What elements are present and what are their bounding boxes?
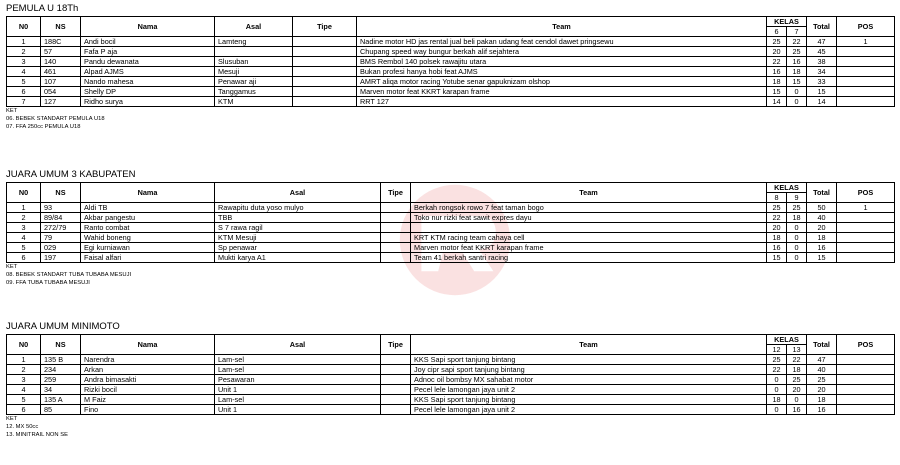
cell-asal: TBB: [215, 213, 381, 223]
cell-ns: 135 B: [41, 355, 81, 365]
cell-ns: 272/79: [41, 223, 81, 233]
cell-kelas-a: 20: [767, 223, 787, 233]
cell-tipe: [381, 213, 411, 223]
col-nama: Nama: [81, 183, 215, 203]
cell-nama: Arkan: [81, 365, 215, 375]
col-total: Total: [807, 183, 837, 203]
note-line: 12. MX 50cc: [6, 424, 39, 430]
table-row: [7, 57, 895, 67]
col-kelas-a: 6: [767, 27, 787, 37]
table-row: [7, 87, 895, 97]
cell-no: 2: [7, 47, 41, 57]
cell-no: 4: [7, 233, 41, 243]
cell-team: Toko nur rizki feat sawit expres dayu: [411, 213, 767, 223]
table-row: [7, 37, 895, 47]
cell-tipe: [381, 375, 411, 385]
cell-ns: 259: [41, 375, 81, 385]
cell-no: 2: [7, 213, 41, 223]
col-asal: Asal: [215, 17, 293, 37]
results-table: [6, 16, 895, 107]
cell-ns: 135 A: [41, 395, 81, 405]
cell-total: 33: [807, 77, 837, 87]
cell-total: 15: [807, 87, 837, 97]
cell-total: 40: [807, 365, 837, 375]
cell-team: Marven motor feat KKRT karapan frame: [411, 243, 767, 253]
col-kelas: KELAS: [767, 335, 807, 345]
section-juara-umum-minimoto: [6, 321, 894, 439]
cell-kelas-a: 0: [767, 405, 787, 415]
cell-kelas-a: 20: [767, 47, 787, 57]
cell-team: KKS Sapi sport tanjung bintang: [411, 355, 767, 365]
cell-ns: 188C: [41, 37, 81, 47]
table-row: [7, 253, 895, 263]
col-pos: POS: [837, 183, 895, 203]
cell-total: 16: [807, 243, 837, 253]
cell-team: Bukan profesi hanya hobi feat AJMS: [357, 67, 767, 77]
cell-kelas-b: 20: [787, 385, 807, 395]
cell-pos: [837, 213, 895, 223]
cell-kelas-b: 22: [787, 37, 807, 47]
col-no: N0: [7, 17, 41, 37]
cell-nama: Aldi TB: [81, 203, 215, 213]
cell-pos: [837, 385, 895, 395]
table-row: [7, 97, 895, 107]
notes: [6, 415, 894, 439]
cell-asal: S 7 rawa ragil: [215, 223, 381, 233]
col-pos: POS: [837, 17, 895, 37]
cell-nama: Narendra: [81, 355, 215, 365]
cell-asal: Mesuji: [215, 67, 293, 77]
cell-total: 18: [807, 395, 837, 405]
cell-pos: [837, 355, 895, 365]
cell-kelas-a: 0: [767, 385, 787, 395]
col-team: Team: [411, 183, 767, 203]
cell-tipe: [381, 233, 411, 243]
cell-ns: 34: [41, 385, 81, 395]
cell-pos: [837, 365, 895, 375]
cell-ns: 79: [41, 233, 81, 243]
cell-total: 47: [807, 37, 837, 47]
cell-asal: Slusuban: [215, 57, 293, 67]
col-tipe: Tipe: [293, 17, 357, 37]
cell-kelas-b: 18: [787, 67, 807, 77]
cell-kelas-a: 22: [767, 365, 787, 375]
col-no: N0: [7, 335, 41, 355]
cell-pos: [837, 233, 895, 243]
cell-asal: Tanggamus: [215, 87, 293, 97]
section-title: JUARA UMUM 3 KABUPATEN: [6, 169, 136, 180]
cell-total: 38: [807, 57, 837, 67]
cell-pos: [837, 47, 895, 57]
col-pos: POS: [837, 335, 895, 355]
cell-total: 15: [807, 253, 837, 263]
cell-kelas-a: 16: [767, 243, 787, 253]
col-kelas-a: 12: [767, 345, 787, 355]
cell-kelas-b: 25: [787, 203, 807, 213]
cell-team: Chupang speed way bungur berkah alif sejahtera: [357, 47, 767, 57]
cell-tipe: [381, 365, 411, 375]
cell-ns: 054: [41, 87, 81, 97]
cell-ns: 127: [41, 97, 81, 107]
cell-total: 40: [807, 213, 837, 223]
cell-kelas-a: 18: [767, 395, 787, 405]
cell-tipe: [381, 395, 411, 405]
notes: [6, 107, 894, 131]
table-body: [7, 203, 895, 263]
cell-tipe: [293, 97, 357, 107]
cell-ns: 029: [41, 243, 81, 253]
cell-pos: [837, 405, 895, 415]
cell-asal: Pesawaran: [215, 375, 381, 385]
cell-pos: [837, 87, 895, 97]
cell-tipe: [381, 405, 411, 415]
cell-asal: Penawar aji: [215, 77, 293, 87]
col-kelas-b: 9: [787, 193, 807, 203]
cell-no: 3: [7, 223, 41, 233]
cell-nama: Andra bimasakti: [81, 375, 215, 385]
note-line: KET: [6, 264, 18, 270]
col-kelas-b: 13: [787, 345, 807, 355]
cell-nama: Rizki bocil: [81, 385, 215, 395]
cell-total: 25: [807, 375, 837, 385]
cell-ns: 93: [41, 203, 81, 213]
cell-total: 16: [807, 405, 837, 415]
table-row: [7, 385, 895, 395]
table-row: [7, 405, 895, 415]
note-line: 07. FFA 250cc PEMULA U18: [6, 124, 81, 130]
results-table: [6, 334, 895, 415]
cell-nama: Egi kurniawan: [81, 243, 215, 253]
cell-asal: Sp penawar: [215, 243, 381, 253]
cell-nama: Fino: [81, 405, 215, 415]
cell-asal: KTM: [215, 97, 293, 107]
cell-ns: 89/84: [41, 213, 81, 223]
cell-nama: Fafa P aja: [81, 47, 215, 57]
cell-tipe: [293, 37, 357, 47]
col-total: Total: [807, 17, 837, 37]
cell-nama: Pandu dewanata: [81, 57, 215, 67]
table-row: [7, 365, 895, 375]
cell-kelas-a: 14: [767, 97, 787, 107]
cell-tipe: [293, 77, 357, 87]
cell-ns: 57: [41, 47, 81, 57]
cell-ns: 140: [41, 57, 81, 67]
cell-no: 5: [7, 77, 41, 87]
table-row: [7, 67, 895, 77]
section-juara-umum-3-kabupaten: [6, 169, 894, 287]
cell-kelas-b: 25: [787, 375, 807, 385]
col-asal: Asal: [215, 183, 381, 203]
cell-tipe: [381, 203, 411, 213]
cell-tipe: [293, 47, 357, 57]
cell-team: Nadine motor HD jas rental jual beli pakan udang feat cendol dawet pringsewu: [357, 37, 767, 47]
cell-kelas-a: 16: [767, 67, 787, 77]
col-kelas-b: 7: [787, 27, 807, 37]
cell-asal: [215, 47, 293, 57]
cell-kelas-b: 25: [787, 47, 807, 57]
cell-total: 50: [807, 203, 837, 213]
cell-ns: 197: [41, 253, 81, 263]
cell-kelas-b: 18: [787, 365, 807, 375]
cell-no: 1: [7, 203, 41, 213]
cell-total: 20: [807, 385, 837, 395]
col-ns: NS: [41, 17, 81, 37]
cell-tipe: [293, 87, 357, 97]
cell-kelas-a: 22: [767, 57, 787, 67]
cell-team: AMRT aliqa motor racing Yotube senar gapuknizam olshop: [357, 77, 767, 87]
cell-no: 5: [7, 395, 41, 405]
cell-total: 20: [807, 223, 837, 233]
cell-pos: [837, 253, 895, 263]
col-tipe: Tipe: [381, 183, 411, 203]
cell-asal: KTM Mesuji: [215, 233, 381, 243]
cell-total: 45: [807, 47, 837, 57]
col-kelas: KELAS: [767, 17, 807, 27]
col-ns: NS: [41, 183, 81, 203]
cell-kelas-b: 22: [787, 355, 807, 365]
col-tipe: Tipe: [381, 335, 411, 355]
cell-ns: 85: [41, 405, 81, 415]
note-line: 09. FFA TUBA TUBABA MESUJI: [6, 280, 90, 286]
table-row: [7, 375, 895, 385]
cell-tipe: [381, 253, 411, 263]
col-nama: Nama: [81, 335, 215, 355]
cell-no: 1: [7, 37, 41, 47]
cell-nama: Faisal alfari: [81, 253, 215, 263]
cell-no: 2: [7, 365, 41, 375]
cell-kelas-b: 0: [787, 253, 807, 263]
cell-kelas-b: 0: [787, 233, 807, 243]
col-asal: Asal: [215, 335, 381, 355]
cell-kelas-a: 18: [767, 233, 787, 243]
cell-no: 3: [7, 57, 41, 67]
cell-total: 14: [807, 97, 837, 107]
cell-nama: Andi bocil: [81, 37, 215, 47]
cell-total: 47: [807, 355, 837, 365]
cell-kelas-a: 25: [767, 355, 787, 365]
cell-kelas-b: 0: [787, 87, 807, 97]
cell-no: 4: [7, 385, 41, 395]
table-row: [7, 233, 895, 243]
cell-team: BMS Rembol 140 polsek rawajitu utara: [357, 57, 767, 67]
cell-no: 5: [7, 243, 41, 253]
cell-nama: Ranto combat: [81, 223, 215, 233]
cell-kelas-b: 0: [787, 395, 807, 405]
cell-ns: 234: [41, 365, 81, 375]
col-team: Team: [411, 335, 767, 355]
cell-asal: Unit 1: [215, 405, 381, 415]
cell-tipe: [381, 243, 411, 253]
cell-tipe: [381, 223, 411, 233]
cell-total: 34: [807, 67, 837, 77]
table-row: [7, 223, 895, 233]
cell-team: Berkah rongsok rowo 7 feat taman bogo: [411, 203, 767, 213]
cell-kelas-b: 15: [787, 77, 807, 87]
cell-no: 6: [7, 253, 41, 263]
cell-team: KKS Sapi sport tanjung bintang: [411, 395, 767, 405]
section-pemula-u18: [6, 3, 894, 131]
cell-no: 7: [7, 97, 41, 107]
cell-tipe: [381, 385, 411, 395]
table-body: [7, 37, 895, 107]
cell-no: 6: [7, 405, 41, 415]
table-row: [7, 243, 895, 253]
col-team: Team: [357, 17, 767, 37]
cell-tipe: [293, 57, 357, 67]
note-line: KET: [6, 108, 18, 114]
cell-nama: Ridho surya: [81, 97, 215, 107]
cell-team: Marven motor feat KKRT karapan frame: [357, 87, 767, 97]
cell-team: Joy cipr sapi sport tanjung bintang: [411, 365, 767, 375]
cell-pos: [837, 375, 895, 385]
cell-no: 3: [7, 375, 41, 385]
cell-asal: Rawapitu duta yoso mulyo: [215, 203, 381, 213]
cell-asal: Lam-sel: [215, 395, 381, 405]
cell-ns: 461: [41, 67, 81, 77]
cell-pos: [837, 77, 895, 87]
table-row: [7, 203, 895, 213]
cell-kelas-a: 0: [767, 375, 787, 385]
cell-ns: 107: [41, 77, 81, 87]
table-row: [7, 395, 895, 405]
cell-kelas-b: 0: [787, 223, 807, 233]
notes: [6, 263, 894, 287]
cell-nama: Alpad AJMS: [81, 67, 215, 77]
cell-total: 18: [807, 233, 837, 243]
results-table: [6, 182, 895, 263]
cell-pos: 1: [837, 203, 895, 213]
note-line: 13. MINITRAIL NON SE: [6, 432, 68, 438]
cell-team: KRT KTM racing team cahaya cell: [411, 233, 767, 243]
col-ns: NS: [41, 335, 81, 355]
cell-pos: 1: [837, 37, 895, 47]
cell-pos: [837, 243, 895, 253]
cell-pos: [837, 395, 895, 405]
cell-no: 4: [7, 67, 41, 77]
cell-kelas-b: 0: [787, 243, 807, 253]
cell-asal: Lam-sel: [215, 355, 381, 365]
cell-kelas-b: 16: [787, 405, 807, 415]
cell-kelas-a: 18: [767, 77, 787, 87]
table-body: [7, 355, 895, 415]
cell-team: RRT 127: [357, 97, 767, 107]
cell-team: [411, 223, 767, 233]
col-nama: Nama: [81, 17, 215, 37]
cell-pos: [837, 97, 895, 107]
cell-kelas-a: 15: [767, 87, 787, 97]
cell-nama: Akbar pangestu: [81, 213, 215, 223]
cell-tipe: [293, 67, 357, 77]
cell-asal: Mukti karya A1: [215, 253, 381, 263]
cell-nama: Wahid boneng: [81, 233, 215, 243]
cell-kelas-a: 25: [767, 203, 787, 213]
cell-kelas-b: 0: [787, 97, 807, 107]
cell-pos: [837, 67, 895, 77]
cell-kelas-a: 15: [767, 253, 787, 263]
cell-asal: Unit 1: [215, 385, 381, 395]
cell-kelas-b: 18: [787, 213, 807, 223]
col-kelas-a: 8: [767, 193, 787, 203]
cell-nama: M Faiz: [81, 395, 215, 405]
cell-asal: Lamteng: [215, 37, 293, 47]
cell-nama: Shelly DP: [81, 87, 215, 97]
cell-pos: [837, 223, 895, 233]
section-title: JUARA UMUM MINIMOTO: [6, 321, 120, 332]
table-row: [7, 213, 895, 223]
cell-team: Pecel lele lamongan jaya unit 2: [411, 405, 767, 415]
cell-no: 1: [7, 355, 41, 365]
note-line: 08. BEBEK STANDART TUBA TUBABA MESUJI: [6, 272, 132, 278]
cell-nama: Nando mahesa: [81, 77, 215, 87]
section-title: PEMULA U 18Th: [6, 3, 79, 14]
cell-team: Pecel lele lamongan jaya unit 2: [411, 385, 767, 395]
cell-team: Adnoc oil bombsy MX sahabat motor: [411, 375, 767, 385]
col-kelas: KELAS: [767, 183, 807, 193]
col-no: N0: [7, 183, 41, 203]
note-line: 06. BEBEK STANDART PEMULA U18: [6, 116, 105, 122]
cell-pos: [837, 57, 895, 67]
table-row: [7, 77, 895, 87]
cell-team: Team 41 berkah santri racing: [411, 253, 767, 263]
cell-no: 6: [7, 87, 41, 97]
cell-kelas-a: 25: [767, 37, 787, 47]
col-total: Total: [807, 335, 837, 355]
table-row: [7, 355, 895, 365]
cell-kelas-b: 16: [787, 57, 807, 67]
cell-tipe: [381, 355, 411, 365]
cell-asal: Lam-sel: [215, 365, 381, 375]
cell-kelas-a: 22: [767, 213, 787, 223]
table-row: [7, 47, 895, 57]
note-line: KET: [6, 416, 18, 422]
